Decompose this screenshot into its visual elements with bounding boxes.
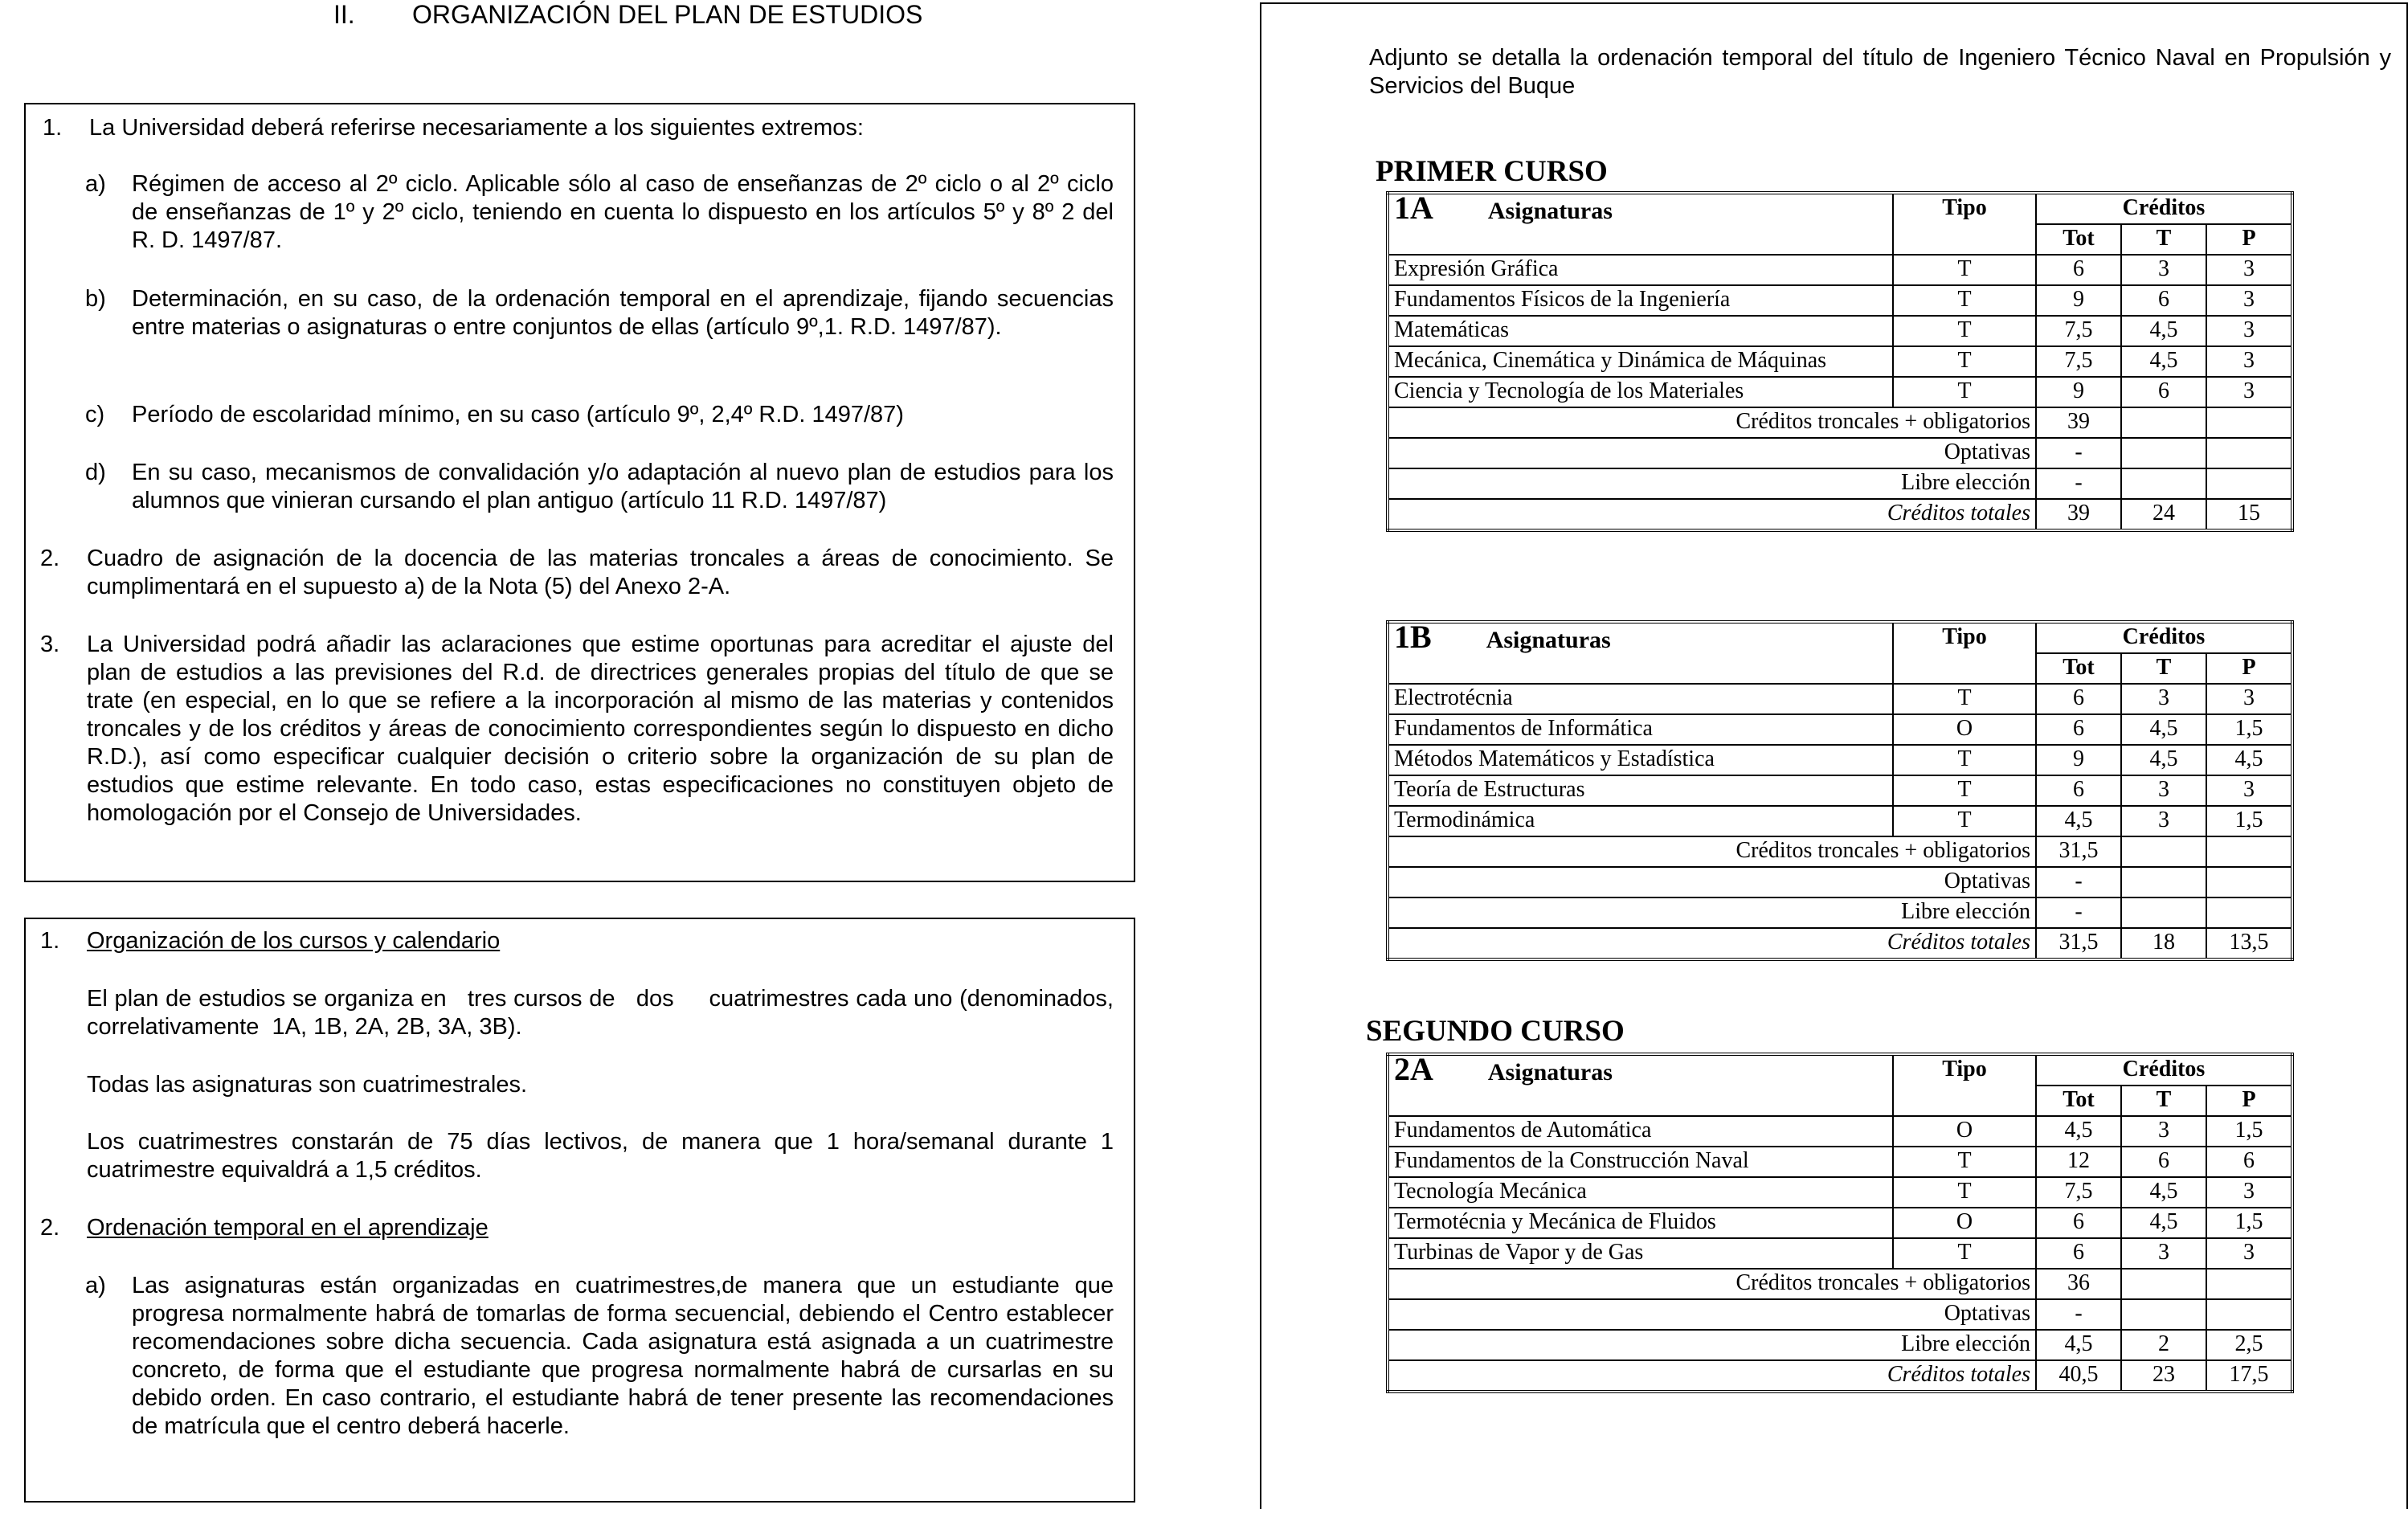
subject-name: Electrotécnia [1388,684,1893,714]
subject-t: 3 [2121,1238,2206,1269]
subject-t: 6 [2121,1147,2206,1177]
subject-p: 3 [2206,346,2292,377]
subject-p: 1,5 [2206,806,2292,836]
header-t: T [2121,224,2206,255]
subject-tot: 12 [2036,1147,2121,1177]
summary-label: Créditos totales [1388,928,2036,959]
header-cell-asignaturas [1388,190,1893,255]
subject-p: 1,5 [2206,1208,2292,1238]
summary-p: 2,5 [2206,1330,2292,1360]
semester-code: 2A [1394,1051,1433,1087]
table-row [1388,1208,2292,1238]
summary-tot: 39 [2036,499,2121,530]
table-row [1388,377,2292,407]
subject-tipo: O [1893,714,2036,745]
summary-label: Créditos totales [1388,1360,2036,1392]
summary-t: 2 [2121,1330,2206,1360]
subject-tipo: T [1893,745,2036,775]
subject-name: Fundamentos de Informática [1388,714,1893,745]
segundo-curso-heading: SEGUNDO CURSO [1366,1015,1625,1048]
requirement-item-3: 3. La Universidad podrá añadir las aclaraciones que estime oportunas para acreditar el ajuste del plan de estudios a las previsiones del R.d. de directrices generales propias del título de que se trate (en especial, en lo que se refiere a la incorporación al mismo de las materias y contenidos troncales y de los créditos y áreas de conocimiento correspondientes según lo dispuesto en dicho R.D.), así como especificar cualquier decisión o criterio sobre la organización de su plan de estudios que estime relevante. En todo caso, estas especificaciones no constituyen objeto de homologación por el Consejo de Universidades. [40,632,1114,826]
summary-p [2206,468,2292,499]
summary-p [2206,867,2292,897]
subject-tipo: T [1893,775,2036,806]
summary-t [2121,867,2206,897]
section-title: ORGANIZACIÓN DEL PLAN DE ESTUDIOS [412,0,923,29]
subject-tipo: T [1893,1177,2036,1208]
summary-row-troncales [1388,1269,2292,1299]
summary-p [2206,438,2292,468]
summary-label: Libre elección [1388,468,2036,499]
subject-t: 3 [2121,255,2206,285]
summary-tot: 40,5 [2036,1360,2121,1392]
summary-row-totales [1388,1360,2292,1392]
subject-tipo: T [1893,377,2036,407]
subject-p: 3 [2206,1177,2292,1208]
header-asignaturas: Asignaturas [1487,1059,1613,1086]
subject-tipo: T [1893,1238,2036,1269]
requirement-item-1: 1. La Universidad deberá referirse necesariamente a los siguientes extremos: [43,115,864,141]
organization-paragraph-2: Todas las asignaturas son cuatrimestrales. [87,1072,528,1098]
subject-tipo: O [1893,1208,2036,1238]
summary-t [2121,468,2206,499]
table-row [1388,775,2292,806]
subject-p: 3 [2206,255,2292,285]
summary-tot: - [2036,867,2121,897]
subject-tot: 6 [2036,255,2121,285]
subject-t: 4,5 [2121,316,2206,346]
summary-tot: 31,5 [2036,836,2121,867]
header-tot: Tot [2036,653,2121,684]
subject-p: 4,5 [2206,745,2292,775]
subject-p: 1,5 [2206,1116,2292,1147]
table-row [1388,745,2292,775]
header-t: T [2121,653,2206,684]
table-row [1388,714,2292,745]
subject-p: 6 [2206,1147,2292,1177]
table-row [1388,285,2292,316]
summary-p [2206,1299,2292,1330]
subject-tipo: T [1893,255,2036,285]
summary-t [2121,836,2206,867]
subject-name: Mecánica, Cinemática y Dinámica de Máquinas [1388,346,1893,377]
subject-tot: 7,5 [2036,1177,2121,1208]
subject-tipo: O [1893,1116,2036,1147]
intro-paragraph: Adjunto se detalla la ordenación temporal del título de Ingeniero Técnico Naval en Propulsión y Servicios del Buque [1369,45,2391,99]
summary-p [2206,836,2292,867]
subject-p: 3 [2206,377,2292,407]
summary-p [2206,1269,2292,1299]
header-t: T [2121,1086,2206,1116]
summary-t: 18 [2121,928,2206,959]
header-p: P [2206,224,2292,255]
subject-name: Termotécnia y Mecánica de Fluidos [1388,1208,1893,1238]
subject-tot: 6 [2036,1238,2121,1269]
subject-tipo: T [1893,684,2036,714]
summary-row-libre [1388,897,2292,928]
summary-label: Créditos totales [1388,499,2036,530]
summary-p: 17,5 [2206,1360,2292,1392]
table-row [1388,255,2292,285]
section-2-heading: 2. Ordenación temporal en el aprendizaje [40,1215,489,1241]
credits-table-1b [1386,620,2294,961]
subject-name: Fundamentos Físicos de la Ingeniería [1388,285,1893,316]
subject-tot: 7,5 [2036,316,2121,346]
subject-t: 4,5 [2121,745,2206,775]
summary-row-optativas [1388,438,2292,468]
header-creditos: Créditos [2036,1054,2292,1086]
subject-t: 6 [2121,285,2206,316]
header-asignaturas: Asignaturas [1487,198,1613,224]
subject-name: Turbinas de Vapor y de Gas [1388,1238,1893,1269]
summary-row-totales [1388,928,2292,959]
summary-row-troncales [1388,407,2292,438]
subject-name: Teoría de Estructuras [1388,775,1893,806]
requirement-item-1b: b) Determinación, en su caso, de la ordenación temporal en el aprendizaje, fijando secuencias entre materias o asignaturas o entre conjuntos de ellas (artículo 9º,1. R.D. 1497/87). [85,286,1114,340]
table-row [1388,1238,2292,1269]
subject-tot: 6 [2036,775,2121,806]
summary-tot: - [2036,438,2121,468]
subject-tot: 4,5 [2036,1116,2121,1147]
summary-p: 13,5 [2206,928,2292,959]
section-number: II. [333,0,355,29]
summary-label: Optativas [1388,1299,2036,1330]
summary-tot: 36 [2036,1269,2121,1299]
subject-t: 6 [2121,377,2206,407]
summary-t [2121,438,2206,468]
summary-tot: 4,5 [2036,1330,2121,1360]
organization-paragraph-3: Los cuatrimestres constarán de 75 días lectivos, de manera que 1 hora/semanal durante 1 cuatrimestre equivaldrá a 1,5 créditos. [87,1129,1114,1183]
subject-t: 3 [2121,1116,2206,1147]
subject-t: 3 [2121,806,2206,836]
requirement-item-2: 2. Cuadro de asignación de la docencia de las materias troncales a áreas de conocimiento. Se cumplimentará en el supuesto a) de la Nota (5) del Anexo 2-A. [40,546,1114,599]
subject-tipo: T [1893,806,2036,836]
subject-name: Métodos Matemáticos y Estadística [1388,745,1893,775]
summary-tot: 39 [2036,407,2121,438]
header-creditos: Créditos [2036,622,2292,653]
summary-t [2121,897,2206,928]
requirement-item-1a: a) Régimen de acceso al 2º ciclo. Aplicable sólo al caso de enseñanzas de 2º ciclo o al 2º ciclo de enseñanzas de 1º y 2º ciclo, teniendo en cuenta lo dispuesto en los artículos 5º y 8º 2 del R. D. 1497/87. [85,171,1114,253]
header-tipo: Tipo [1893,1054,2036,1116]
table-header-row [1388,622,2292,653]
summary-label: Créditos troncales + obligatorios [1388,407,2036,438]
summary-label: Optativas [1388,438,2036,468]
summary-t [2121,407,2206,438]
subject-tipo: T [1893,346,2036,377]
summary-t: 24 [2121,499,2206,530]
header-tot: Tot [2036,1086,2121,1116]
requirement-item-1d: d) En su caso, mecanismos de convalidación y/o adaptación al nuevo plan de estudios para los alumnos que vinieran cursando el plan antiguo (artículo 11 R.D. 1497/87) [85,460,1114,513]
subject-name: Tecnología Mecánica [1388,1177,1893,1208]
table-header-row [1388,1054,2292,1086]
subject-tot: 9 [2036,285,2121,316]
section-1-heading: 1. Organización de los cursos y calendario [40,928,501,954]
summary-tot: - [2036,468,2121,499]
summary-t [2121,1269,2206,1299]
subject-tipo: T [1893,316,2036,346]
table-header-row [1388,193,2292,224]
subject-name: Ciencia y Tecnología de los Materiales [1388,377,1893,407]
semester-code: 1B [1394,619,1432,655]
table-row [1388,316,2292,346]
table-row [1388,346,2292,377]
table-row [1388,1147,2292,1177]
summary-tot: 31,5 [2036,928,2121,959]
summary-label: Libre elección [1388,897,2036,928]
summary-label: Optativas [1388,867,2036,897]
organization-paragraph-4: a) Las asignaturas están organizadas en cuatrimestres,de manera que un estudiante que progresa normalmente habrá de tomarlas de forma secuencial, debiendo el Centro establecer recomendaciones sobre dicha secuencia. Cada asignatura está asignada a un cuatrimestre concreto, de forma que el estudiante que progresa normalmente habrá de cursarlas en su debido orden. En caso contrario, el estudiante habrá de tener presente las recomendaciones de matrícula que el centro deberá hacerle. [85,1273,1114,1439]
summary-row-libre [1388,468,2292,499]
credits-table-1a [1386,191,2294,532]
summary-t [2121,1299,2206,1330]
summary-row-libre [1388,1330,2292,1360]
credits-table-2a [1386,1053,2294,1393]
subject-tot: 6 [2036,714,2121,745]
summary-p: 15 [2206,499,2292,530]
header-tipo: Tipo [1893,193,2036,255]
subject-name: Matemáticas [1388,316,1893,346]
header-p: P [2206,1086,2292,1116]
subject-p: 3 [2206,316,2292,346]
header-asignaturas: Asignaturas [1486,627,1611,653]
subject-name: Fundamentos de Automática [1388,1116,1893,1147]
table-row [1388,1116,2292,1147]
summary-row-troncales [1388,836,2292,867]
summary-label: Créditos troncales + obligatorios [1388,836,2036,867]
subject-tot: 7,5 [2036,346,2121,377]
subject-tot: 9 [2036,745,2121,775]
summary-row-optativas [1388,1299,2292,1330]
subject-p: 3 [2206,684,2292,714]
summary-row-totales [1388,499,2292,530]
subject-t: 4,5 [2121,714,2206,745]
summary-t: 23 [2121,1360,2206,1392]
subject-t: 4,5 [2121,1177,2206,1208]
summary-label: Créditos troncales + obligatorios [1388,1269,2036,1299]
header-creditos: Créditos [2036,193,2292,224]
subject-name: Termodinámica [1388,806,1893,836]
header-tot: Tot [2036,224,2121,255]
organization-paragraph-1: El plan de estudios se organiza en tres cursos de dos cuatrimestres cada uno (denominados, correlativamente 1A, 1B, 2A, 2B, 3A, 3B). [87,986,1121,1040]
primer-curso-heading: PRIMER CURSO [1376,155,1608,188]
subject-t: 4,5 [2121,1208,2206,1238]
subject-name: Fundamentos de la Construcción Naval [1388,1147,1893,1177]
subject-tot: 4,5 [2036,806,2121,836]
summary-tot: - [2036,897,2121,928]
subject-p: 3 [2206,1238,2292,1269]
subject-tot: 9 [2036,377,2121,407]
summary-tot: - [2036,1299,2121,1330]
requirement-item-1c: c) Período de escolaridad mínimo, en su caso (artículo 9º, 2,4º R.D. 1497/87) [85,402,904,427]
subject-p: 3 [2206,285,2292,316]
header-cell-asignaturas [1388,619,1893,684]
header-tipo: Tipo [1893,622,2036,684]
subject-tot: 6 [2036,1208,2121,1238]
table-row [1388,684,2292,714]
semester-code: 1A [1394,190,1433,226]
subject-p: 1,5 [2206,714,2292,745]
subject-name: Expresión Gráfica [1388,255,1893,285]
subject-tot: 6 [2036,684,2121,714]
subject-t: 4,5 [2121,346,2206,377]
summary-row-optativas [1388,867,2292,897]
table-row [1388,806,2292,836]
summary-label: Libre elección [1388,1330,2036,1360]
header-p: P [2206,653,2292,684]
section-heading [333,0,922,30]
summary-p [2206,897,2292,928]
subject-tipo: T [1893,1147,2036,1177]
subject-p: 3 [2206,775,2292,806]
subject-tipo: T [1893,285,2036,316]
table-row [1388,1177,2292,1208]
header-cell-asignaturas [1388,1051,1893,1116]
subject-t: 3 [2121,775,2206,806]
summary-p [2206,407,2292,438]
subject-t: 3 [2121,684,2206,714]
